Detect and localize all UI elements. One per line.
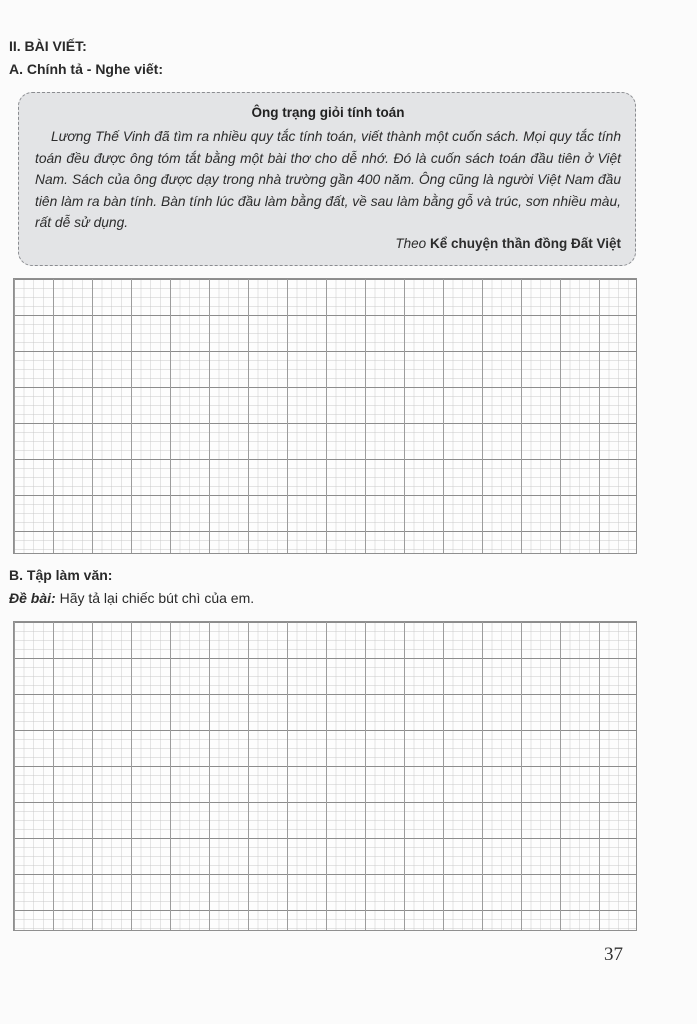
source-prefix: Theo <box>395 235 427 251</box>
page-number: 37 <box>604 944 623 965</box>
section-heading: II. BÀI VIẾT: <box>9 38 87 54</box>
passage-source <box>35 236 621 251</box>
passage-title: Ông trạng giỏi tính toán <box>251 105 405 120</box>
essay-writing-grid[interactable] <box>13 621 637 931</box>
prompt-label: Đề bài: <box>9 590 56 606</box>
dictation-passage-box <box>18 92 636 266</box>
part-a-heading: A. Chính tả - Nghe viết: <box>9 61 163 77</box>
source-book: Kể chuyện thần đồng Đất Việt <box>429 235 621 251</box>
passage-body: Lương Thế Vinh đã tìm ra nhiều quy tắc tính toán, viết thành một cuốn sách. Mọi quy tắc tính toán đều được ông tóm tắt bằng một bài thơ cho dễ nhớ. Đó là cuốn sách toán đầu tiên ở Việt Nam. Sách của ông được dạy trong nhà trường gần 400 năm. Ông cũng là người Việt Nam đầu tiên làm ra bàn tính. Bàn tính lúc đầu làm bằng đất, về sau làm bằng gỗ và trúc, sơn nhiều màu, rất dễ sử dụng. <box>35 129 621 230</box>
prompt-text: Hãy tả lại chiếc bút chì của em. <box>59 590 255 606</box>
part-b-heading: B. Tập làm văn: <box>9 567 113 583</box>
dictation-writing-grid[interactable] <box>13 278 637 554</box>
essay-prompt <box>9 590 254 606</box>
